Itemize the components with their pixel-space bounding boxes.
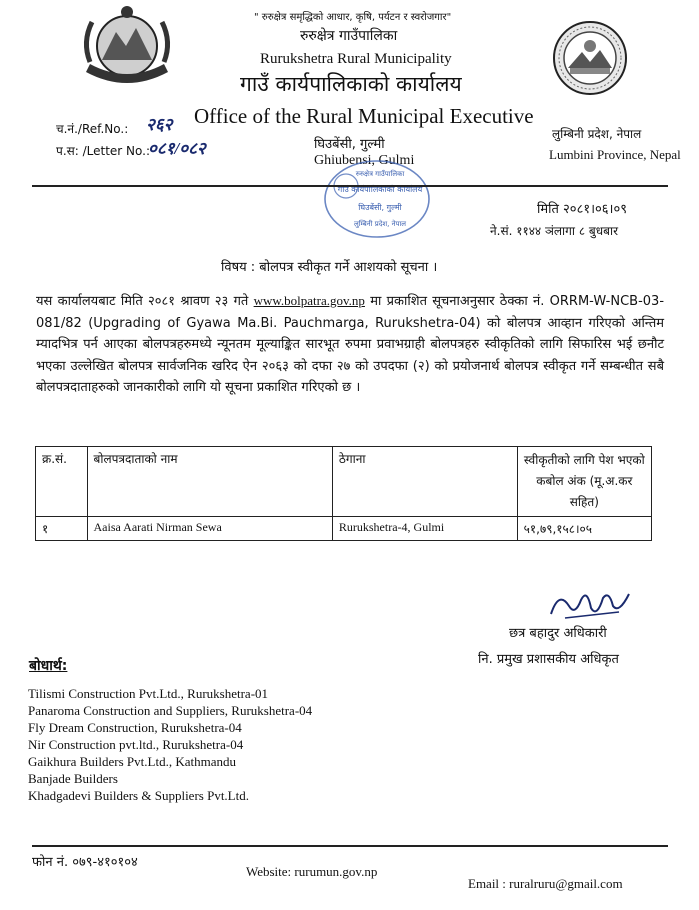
footer-email[interactable]: Email : ruralruru@gmail.com xyxy=(468,876,623,891)
signatory-name: छत्र बहादुर अधिकारी xyxy=(509,626,607,641)
municipality-name-np: रुरुक्षेत्र गाउँपालिका xyxy=(300,28,398,44)
notice-body xyxy=(36,290,664,399)
list-item: Nir Construction pvt.ltd., Rurukshetra-04 xyxy=(28,737,244,752)
header-sn: क्र.सं. xyxy=(36,447,88,517)
table-row xyxy=(36,517,652,541)
cell-address: Rurukshetra-4, Gulmi xyxy=(332,517,517,541)
stamp-line-3: घिउबेंसी, गुल्मी xyxy=(358,203,402,212)
signatory-title: नि. प्रमुख प्रशासकीय अधिकृत xyxy=(478,652,619,667)
list-item: Panaroma Construction and Suppliers, Rurukshetra-04 xyxy=(28,703,313,718)
office-name-np: गाउँ कार्यपालिकाको कार्यालय xyxy=(240,72,462,96)
municipality-motto: " रुरुक्षेत्र समृद्धिको आधार, कृषि, पर्यटन र स्वरोजगार" xyxy=(254,12,452,23)
date-line-1: मिति २०८१।०६।०९ xyxy=(537,202,627,217)
letter-number-label: प.स: /Letter No.: xyxy=(56,144,151,158)
province-np: लुम्बिनी प्रदेश, नेपाल xyxy=(552,127,642,141)
list-item: Fly Dream Construction, Rurukshetra-04 xyxy=(28,720,242,735)
cell-sn: १ xyxy=(36,517,88,541)
table-header-row xyxy=(36,447,652,517)
subject-line: विषय : बोलपत्र स्वीकृत गर्ने आशयको सूचना । xyxy=(221,260,438,275)
location-np: घिउबेंसी, गुल्मी xyxy=(314,137,385,152)
cell-bidder-name: Aaisa Aarati Nirman Sewa xyxy=(87,517,332,541)
footer-phone: फोन नं. ०७९-४१०१०४ xyxy=(32,855,138,870)
list-item: Banjade Builders xyxy=(28,771,118,786)
header-bidder-name: बोलपत्रदाताको नाम xyxy=(87,447,332,517)
footer-divider xyxy=(32,845,668,847)
municipality-logo xyxy=(552,20,628,96)
office-name-en: Office of the Rural Municipal Executive xyxy=(194,104,534,128)
cell-bid-amount: ५१,७९,१५८।०५ xyxy=(517,517,651,541)
list-item: Gaikhura Builders Pvt.Ltd., Kathmandu xyxy=(28,754,236,769)
stamp-line-4: लुम्बिनी प्रदेश, नेपाल xyxy=(353,220,407,228)
body-text-1: यस कार्यालयबाट मिति २०८१ श्रावण २३ गते xyxy=(36,294,249,309)
letter-number-value: ०८१/०८२ xyxy=(148,139,206,158)
signature-image xyxy=(545,584,635,624)
cc-list xyxy=(28,686,388,805)
header-divider xyxy=(32,185,668,187)
municipality-name-en: Rurukshetra Rural Municipality xyxy=(260,51,452,67)
ref-number-value: २६२ xyxy=(146,115,173,134)
date-line-2: ने.सं. ११४४ ञंलागा ८ बुधबार xyxy=(490,224,618,238)
header-bid-amount: स्वीकृतीको लागि पेश भएको कबोल अंक (मू.अ.कर सहित) xyxy=(517,447,651,517)
bolpatra-link[interactable]: www.bolpatra.gov.np xyxy=(253,293,365,308)
location-en: Ghiubensi, Gulmi xyxy=(314,153,415,168)
list-item: Khadgadevi Builders & Suppliers Pvt.Ltd. xyxy=(28,788,249,803)
bid-table xyxy=(35,446,652,541)
ref-number-label: च.नं./Ref.No.: xyxy=(56,122,129,136)
footer-website[interactable]: Website: rurumun.gov.np xyxy=(246,864,378,879)
office-stamp xyxy=(322,158,432,240)
stamp-line-1: रुरुक्षेत्र गाउँपालिका xyxy=(355,170,405,178)
header-address: ठेगाना xyxy=(332,447,517,517)
cc-heading: बोधार्थ: xyxy=(29,658,68,674)
list-item: Tilismi Construction Pvt.Ltd., Rurukshetra-01 xyxy=(28,686,269,701)
nepal-emblem-logo xyxy=(72,2,182,94)
body-text-2: मा प्रकाशित सूचनाअनुसार ठेक्का नं. ORRM-W-NCB-03-081/82 (Upgrading of Gyawa Ma.Bi. Pauchmarga, Rurukshetra-04) को बोलपत्र आव्हान गरिएको अन्तिम म्यादभित्र पर्न आएका बोलपत्रहरुमध्ये न्यूनतम मूल्याङ्कित सारभूत रुपमा प्रवाभग्राही बोलपत्रहरु स्वीकृतिको लागि सिफारिस भई छनौट भएका उल्लेखित बोलपत्र सार्वजनिक खरिद ऐन २०६३ को दफा २७ को उपदफा (२) को प्रयोजनार्थ बोलपत्र स्वीकृत गर्ने सम्बन्धीत सबै बोलपत्रदाताहरुको जानकारीको लागि यो सूचना प्रकाशित गरिएको छ । xyxy=(36,294,665,396)
stamp-line-2: गाउँ कार्यपालिकाको कार्यालय xyxy=(337,185,423,194)
province-en: Lumbini Province, Nepal xyxy=(549,147,681,162)
